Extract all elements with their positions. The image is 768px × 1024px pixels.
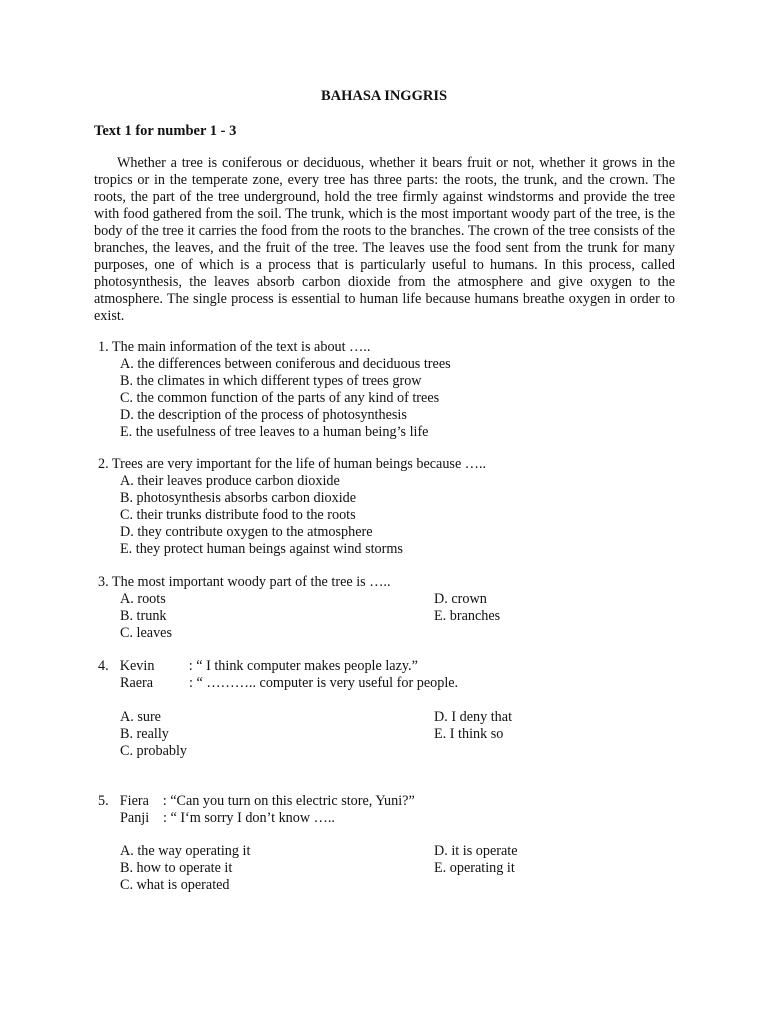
question-4-option-d: D. I deny that	[434, 709, 513, 725]
question-3-option-d: D. crown	[434, 591, 487, 607]
question-5-speaker-2: Panji	[120, 810, 150, 826]
question-3-option-b: B. trunk	[120, 608, 167, 624]
question-2-stem: 2. Trees are very important for the life of human beings because …..	[98, 456, 487, 472]
question-2-option-c: C. their trunks distribute food to the roots	[120, 507, 356, 523]
question-1-stem: 1. The main information of the text is about …..	[98, 339, 371, 355]
question-2-option-e: E. they protect human beings against wind storms	[120, 541, 403, 557]
question-4-option-a: A. sure	[120, 709, 161, 725]
question-5-line-2: : “ I‘m sorry I don’t know …..	[163, 810, 335, 826]
question-2-option-a: A. their leaves produce carbon dioxide	[120, 473, 340, 489]
question-4-speaker-1: Kevin	[119, 658, 155, 674]
question-1	[98, 339, 658, 441]
question-1-option-c: C. the common function of the parts of any kind of trees	[120, 390, 440, 406]
question-4-number: 4.	[98, 658, 109, 674]
question-4	[98, 658, 658, 692]
question-5-option-e: E. operating it	[434, 860, 515, 876]
question-4-option-b: B. really	[120, 726, 169, 742]
question-5-option-c: C. what is operated	[120, 877, 230, 893]
question-1-option-b: B. the climates in which different types of trees grow	[120, 373, 422, 389]
question-3-option-a: A. roots	[120, 591, 166, 607]
question-1-option-d: D. the description of the process of photosynthesis	[120, 407, 407, 423]
question-5-option-a: A. the way operating it	[120, 843, 251, 859]
question-4-line-2: : “ ……….. computer is very useful for people.	[189, 675, 459, 691]
question-5-line-1: : “Can you turn on this electric store, Yuni?”	[162, 793, 415, 809]
question-2-option-d: D. they contribute oxygen to the atmosphere	[120, 524, 373, 540]
question-5	[98, 793, 658, 827]
question-1-option-a: A. the differences between coniferous and deciduous trees	[120, 356, 451, 372]
question-3-stem: 3. The most important woody part of the tree is …..	[98, 574, 391, 590]
question-1-option-e: E. the usefulness of tree leaves to a human being’s life	[120, 424, 429, 440]
question-5-speaker-1: Fiera	[119, 793, 149, 809]
question-2	[98, 456, 658, 558]
question-4-option-c: C. probably	[120, 743, 187, 759]
reading-passage: Whether a tree is coniferous or deciduous, whether it bears fruit or not, whether it grows in the tropics or in the temperate zone, every tree has three parts: the roots, the trunk, and the crown. The roots, the part of the tree underground, hold the tree firmly against windstorms and provide the tree with food gathered from the soil. The trunk, which is the most important woody part of the tree, is the body of the tree it carries the food from the roots to the branches. The crown of the tree consists of the branches, the leaves, and the fruit of the tree. The leaves use the food sent from the trunk for many purposes, one of which is a process that is particularly useful to humans. In this process, called photosynthesis, the leaves absorb carbon dioxide from the atmosphere and give oxygen to the atmosphere. The single process is essential to human life because humans breathe oxygen in order to exist.	[94, 155, 675, 324]
question-5-option-d: D. it is operate	[434, 843, 518, 859]
question-4-line-1: : “ I think computer makes people lazy.”	[188, 658, 418, 674]
question-5-number: 5.	[98, 793, 109, 809]
question-5-option-b: B. how to operate it	[120, 860, 233, 876]
question-4-option-e: E. I think so	[434, 726, 504, 742]
question-3	[98, 574, 658, 641]
question-4-speaker-2: Raera	[120, 675, 154, 691]
section-subtitle: Text 1 for number 1 - 3	[94, 123, 237, 139]
page-title: BAHASA INGGRIS	[320, 88, 448, 104]
question-3-option-e: E. branches	[434, 608, 501, 624]
question-3-option-c: C. leaves	[120, 625, 173, 641]
question-2-option-b: B. photosynthesis absorbs carbon dioxide	[120, 490, 357, 506]
